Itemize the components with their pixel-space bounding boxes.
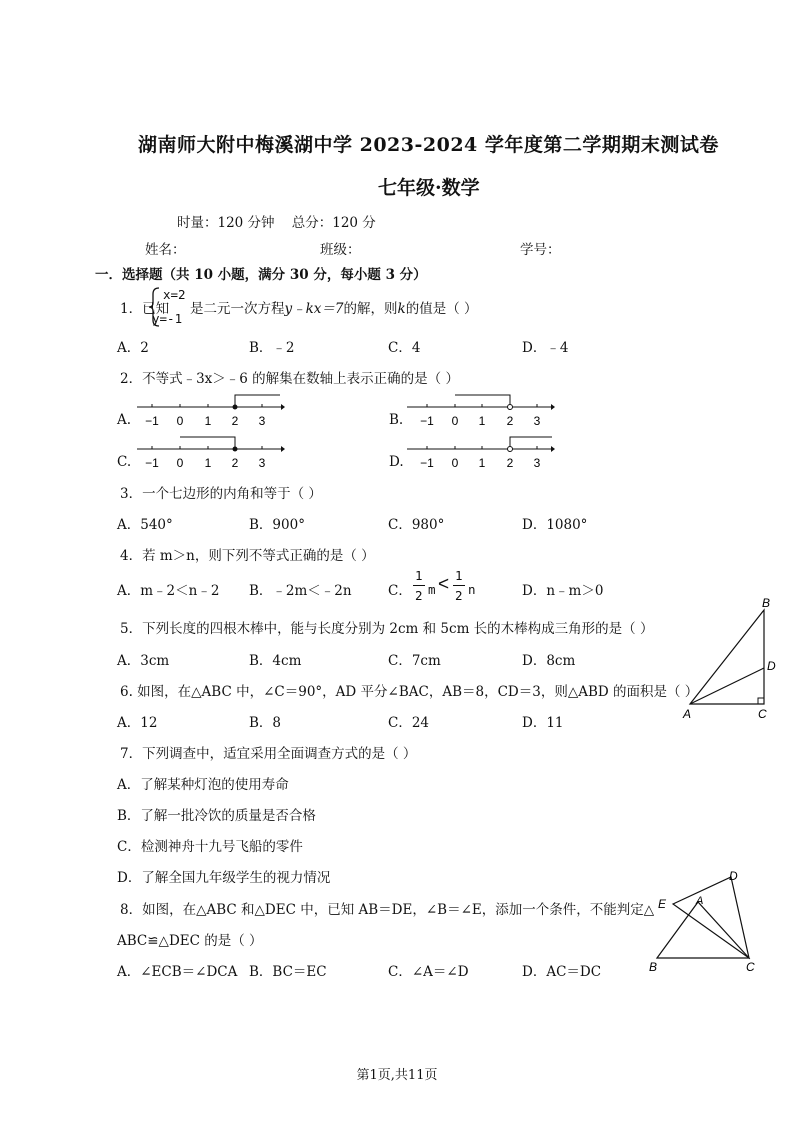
tick-label: 2 [506, 414, 514, 428]
exam-subtitle: 七年级·数学 [378, 177, 480, 199]
q4-stem: 4．若 m＞n，则下列不等式正确的是（ ） [120, 548, 375, 564]
q8-point-b-label: B [649, 960, 658, 974]
class-label: 班级： [320, 242, 361, 258]
tick-label: 3 [533, 414, 541, 428]
q1-sys-bot: y=-1 [152, 311, 183, 326]
q4-option-c[interactable]: C． [388, 583, 412, 599]
tick-label: 1 [478, 456, 486, 470]
q6-option-c[interactable]: C．24 [388, 715, 430, 731]
q2-stem: 2．不等式﹣3x＞﹣6 的解集在数轴上表示正确的是（ ） [120, 371, 459, 387]
tick-label: 0 [451, 414, 459, 428]
q1-option-d[interactable]: D．﹣4 [522, 340, 569, 356]
tick-label: 3 [258, 414, 266, 428]
q7-option-d[interactable]: D．了解全国九年级学生的视力情况 [117, 870, 331, 886]
tick-label: −1 [145, 414, 159, 428]
q2-numberline-b [405, 392, 555, 430]
tick-label: 0 [176, 456, 184, 470]
tick-label: 3 [533, 456, 541, 470]
tick-label: 1 [478, 414, 486, 428]
tick-label: −1 [420, 456, 434, 470]
q7-stem: 7．下列调查中，适宜采用全面调查方式的是（ ） [120, 746, 417, 762]
q4-c-less-than: < [438, 574, 450, 595]
tick-label: −1 [420, 414, 434, 428]
q5-option-c[interactable]: C．7cm [388, 653, 441, 669]
time-total: 时量：120 分钟 总分：120 分 [177, 215, 376, 231]
q1-num: 1．已知 [120, 301, 170, 317]
q2-numberline-d [405, 434, 555, 472]
q7-option-b[interactable]: B．了解一批冷饮的质量是否合格 [117, 808, 316, 824]
tick-label: 1 [204, 456, 212, 470]
q4-c-var-n: n [468, 582, 476, 597]
q4-c-fraction-bar-2 [453, 585, 465, 586]
page-footer: 第1页,共11页 [356, 1068, 438, 1083]
q2-label-b[interactable]: B. [389, 412, 404, 428]
q4-c-fraction-bar-1 [413, 585, 425, 586]
q4-option-b[interactable]: B．﹣2m＜﹣2n [249, 583, 352, 599]
q1-option-b[interactable]: B．﹣2 [249, 340, 295, 356]
q3-option-d[interactable]: D．1080° [522, 517, 588, 533]
name-label: 姓名： [145, 242, 186, 258]
q6-option-b[interactable]: B．8 [249, 715, 282, 731]
q6-stem: 6. 如图，在△ABC 中，∠C＝90°，AD 平分∠BAC，AB＝8，CD＝3，则△ABD 的面积是（ ） [120, 684, 699, 700]
exam-title: 湖南师大附中梅溪湖中学 2023-2024 学年度第二学期期末测试卷 [138, 134, 719, 156]
q1-option-a[interactable]: A．2 [117, 340, 149, 356]
q8-triangles-figure [645, 862, 775, 978]
q2-label-d[interactable]: D. [389, 454, 404, 470]
q8-point-e-label: E [658, 897, 667, 911]
q5-option-d[interactable]: D．8cm [522, 653, 576, 669]
section-heading: 一．选择题（共 10 小题，满分 30 分，每小题 3 分） [95, 267, 427, 283]
q7-option-c[interactable]: C．检测神舟十九号飞船的零件 [117, 839, 303, 855]
q4-c-numerator-2: 1 [455, 568, 463, 583]
q4-c-numerator-1: 1 [415, 568, 423, 583]
q1-option-c[interactable]: C．4 [388, 340, 421, 356]
q6-option-a[interactable]: A．12 [117, 715, 158, 731]
tick-label: 3 [258, 456, 266, 470]
q4-c-var-m: m [428, 582, 436, 597]
tick-label: 1 [204, 414, 212, 428]
q8-stem-line2: ABC≌△DEC 的是（ ） [117, 933, 263, 949]
q6-point-a-label: A [683, 707, 692, 721]
q8-point-d-label: D [729, 869, 738, 883]
q1-stem: 是二元一次方程y﹣kx＝7的解，则k的值是（ ） [190, 301, 478, 317]
tick-label: 2 [506, 456, 514, 470]
q3-option-c[interactable]: C．980° [388, 517, 445, 533]
q8-option-d[interactable]: D．AC＝DC [522, 964, 602, 980]
q6-option-d[interactable]: D．11 [522, 715, 564, 731]
id-label: 学号： [520, 242, 561, 258]
q5-option-a[interactable]: A．3cm [117, 653, 170, 669]
q6-point-b-label: B [762, 596, 771, 610]
tick-label: 2 [231, 414, 239, 428]
q6-point-c-label: C [758, 707, 767, 721]
q8-option-b[interactable]: B．BC＝EC [249, 964, 327, 980]
q8-stem-line1: 8．如图，在△ABC 和△DEC 中，已知 AB＝DE，∠B＝∠E，添加一个条件，不能判定△ [120, 902, 655, 918]
q8-option-c[interactable]: C．∠A＝∠D [388, 964, 469, 980]
tick-label: 2 [231, 456, 239, 470]
q5-option-b[interactable]: B．4cm [249, 653, 302, 669]
tick-label: −1 [145, 456, 159, 470]
q7-option-a[interactable]: A．了解某种灯泡的使用寿命 [117, 777, 289, 793]
q4-option-d[interactable]: D．n﹣m＞0 [522, 583, 604, 599]
q4-c-denominator-1: 2 [415, 588, 423, 603]
q1-sys-top: x=2 [163, 287, 186, 302]
q8-option-a[interactable]: A．∠ECB＝∠DCA [117, 964, 238, 980]
q8-point-a-label: A [696, 895, 704, 907]
tick-label: 0 [451, 456, 459, 470]
q3-option-a[interactable]: A．540° [117, 517, 173, 533]
q4-c-denominator-2: 2 [455, 588, 463, 603]
q2-label-a[interactable]: A. [117, 412, 132, 428]
q4-option-a[interactable]: A．m﹣2＜n﹣2 [117, 583, 220, 599]
q6-point-d-label: D [767, 659, 776, 673]
q2-label-c[interactable]: C. [117, 454, 132, 470]
q5-stem: 5．下列长度的四根木棒中，能与长度分别为 2cm 和 5cm 长的木棒构成三角形的是（ ） [120, 621, 654, 637]
q3-option-b[interactable]: B．900° [249, 517, 305, 533]
q3-stem: 3．一个七边形的内角和等于（ ） [120, 486, 322, 502]
q2-numberline-c [135, 434, 285, 472]
tick-label: 0 [176, 414, 184, 428]
q8-point-c-label: C [746, 960, 755, 974]
q2-numberline-a [135, 392, 285, 430]
q6-triangle-figure [678, 594, 778, 724]
